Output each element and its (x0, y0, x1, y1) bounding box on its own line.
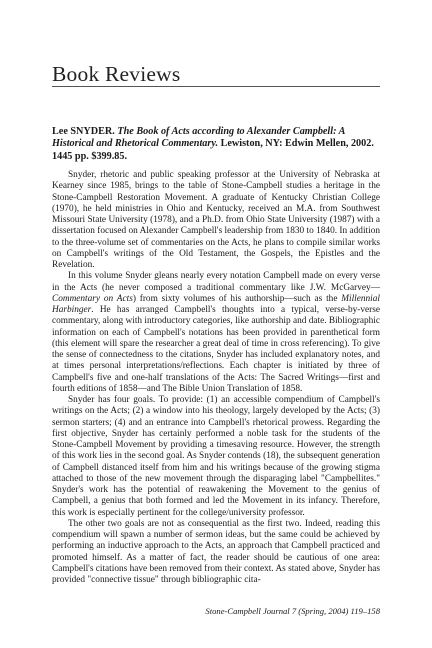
paragraph-1: Snyder, rhetoric and public speaking professor at the University of Nebraska at Kearney since 1985, brings to the table of Stone-Campbell studies a heritage in the Stone-Campbell Restoration Movement. A graduate of Kentucky Christian College (1970), he held ministries in Ohio and Kentucky, received an M.A. from Southwest Missouri State University (1978), and a Ph.D. from Ohio State University (1987) with a dissertation focused on Alexander Campbell's leadership from 1830 to 1840. In addition to the three-volume set of commentaries on the Acts, he plans to compile similar works on Campbell's writings of the Old Testament, the Gospels, the Epistles and the Revelation. (52, 170, 380, 270)
book-review-page (52, 0, 380, 648)
paragraph-2-part-b: ) from sixty volumes of his authorship—such as the (132, 293, 342, 304)
paragraph-3: Snyder has four goals. To provide: (1) an accessible compendium of Campbell's writings on the Acts; (2) a window into his theology, largely developed by the Acts; (3) sermon starters; (4) and an entrance into Campbell's rhetorical prowess. Regarding the first objective, Snyder has certainly performed a noble task for the students of the Stone-Campbell Movement by providing a timesaving resource. However, the strength of this work lies in the second goal. As Snyder contends (18), the subsequent generation of Campbell distanced itself from him and his writings because of the growing stigma attached to those of the new movement through the disparaging label "Campbellites." Snyder's work has the potential of reawakening the Movement to the genius of Campbell, a genius that both formed and led the Movement in its infancy. Therefore, this work is especially pertinent for the college/university professor. (52, 395, 380, 518)
review-book-title: The Book of Acts according to Alexander Campbell: A Historical and Rhetorical Commentary. (52, 126, 345, 150)
review-body (52, 170, 380, 586)
review-citation (52, 126, 380, 163)
section-title: Book Reviews (52, 62, 181, 86)
paragraph-2-part-c: . He has arranged Campbell's thoughts into a typical, verse-by-verse commentary, along with introductory categories, like authorship and date. Bibliographic information on each of Campbell's notations has been provided in parenthetical form (this element will spare the researcher a great deal of time in cross referencing). To give the sense of connectedness to the citations, Snyder has included explanatory notes, and at times personal interpretations/reflections. Each chapter is initiated by three of Campbell's five and one-half translations of the Acts: The Sacred Writings—first and fourth editions of 1858—and The Bible Union Translation of 1858. (52, 305, 380, 394)
paragraph-2 (52, 271, 380, 395)
title-divider (52, 86, 380, 87)
journal-reference: Stone-Campbell Journal 7 (Spring, 2004) 119–158 (205, 606, 380, 616)
work-title-commentary-on-acts: Commentary on Acts (52, 293, 133, 304)
paragraph-4: The other two goals are not as consequential as the first two. Indeed, reading this compendium will spawn a number of sermon ideas, but the same could be achieved by performing an inductive approach to the Acts, an approach that Campbell practiced and promoted himself. As a matter of fact, the reader should be cautious of one area: Campbell's citations have been removed from their context. As stated above, Snyder has provided "connective tissue" through bibliographic cita- (52, 518, 381, 585)
review-publication: Lewiston, NY: Edwin Mellen, 2002. 1445 pp. $399.85. (52, 138, 374, 162)
review-author: Lee SNYDER. (52, 126, 115, 137)
work-title-millennial-harbinger: Millennial Harbinger (52, 293, 380, 315)
paragraph-2-part-a: In this volume Snyder gleans nearly every notation Campbell made on every verse in the Acts (he never composed a traditional commentary like J.W. McGarvey— (52, 271, 380, 293)
